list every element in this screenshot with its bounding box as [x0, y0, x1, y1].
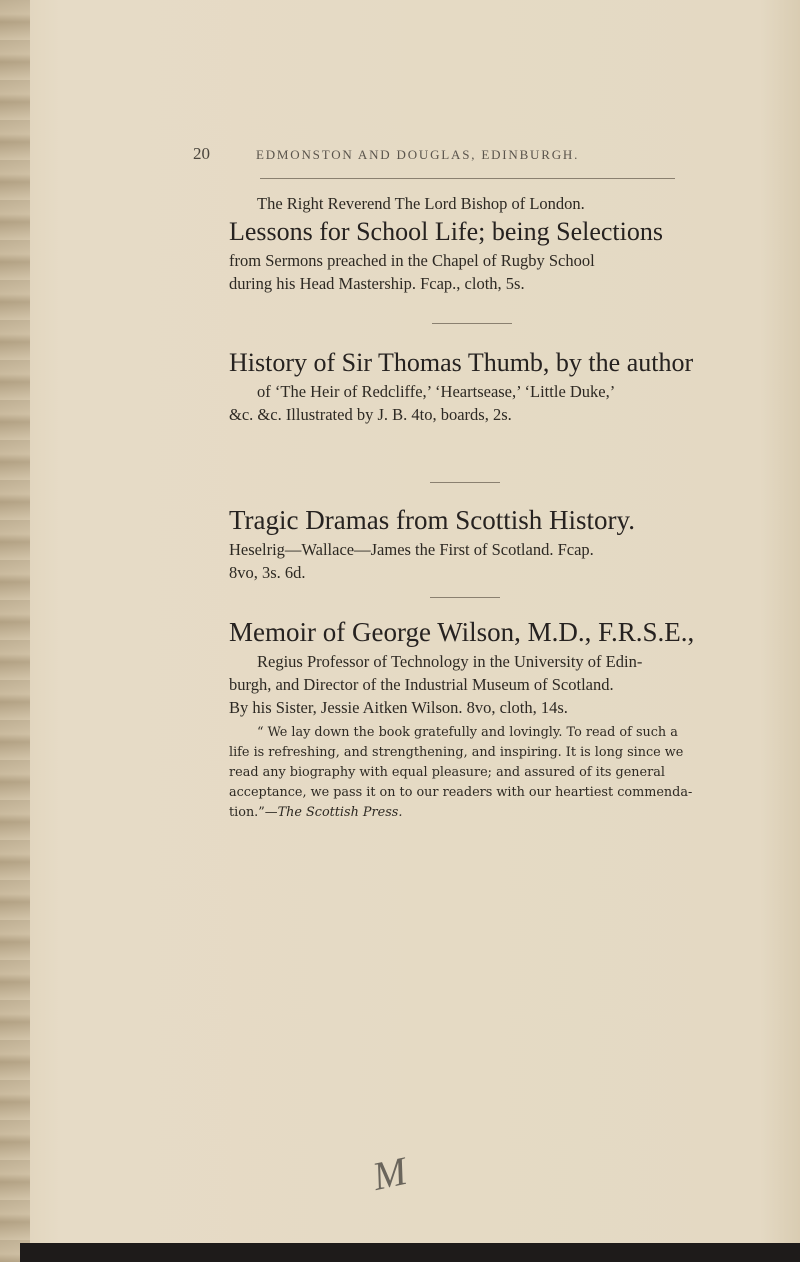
entry-title: Lessons for School Life; being Selections — [229, 217, 663, 246]
entry-author-line: The Right Reverend The Lord Bishop of London. — [257, 194, 585, 213]
handwritten-mark: M — [368, 1148, 411, 1199]
entry-line: of ‘The Heir of Redcliffe,’ ‘Heartsease,’ ‘Little Duke,’ — [257, 382, 616, 401]
entry-title: Tragic Dramas from Scottish History. — [229, 505, 635, 535]
page-number: 20 — [193, 144, 210, 163]
entry-line: during his Head Mastership. Fcap., cloth, 5s. — [229, 274, 525, 293]
entry-line: 8vo, 3s. 6d. — [229, 563, 306, 582]
entry-divider — [430, 597, 500, 598]
entry-divider — [432, 323, 512, 324]
entry-line: By his Sister, Jessie Aitken Wilson. 8vo, cloth, 14s. — [229, 698, 568, 717]
page-bottom-edge — [20, 1243, 800, 1262]
review-line: “ We lay down the book gratefully and lovingly. To read of such a — [257, 725, 678, 740]
review-line: acceptance, we pass it on to our readers with our heartiest commenda- — [229, 785, 693, 800]
entry-title: Memoir of George Wilson, M.D., F.R.S.E., — [229, 617, 695, 647]
review-source: The Scottish Press. — [277, 805, 403, 820]
entry-line: &c. &c. Illustrated by J. B. 4to, boards, 2s. — [229, 405, 512, 424]
header-rule — [260, 178, 675, 179]
review-line-last — [229, 805, 402, 820]
review-line: life is refreshing, and strengthening, and inspiring. It is long since we — [229, 745, 684, 760]
entry-line: from Sermons preached in the Chapel of Rugby School — [229, 251, 595, 270]
book-gutter — [0, 0, 30, 1262]
entry-divider — [430, 482, 500, 483]
entry-line: Heselrig—Wallace—James the First of Scotland. Fcap. — [229, 540, 594, 559]
running-head: EDMONSTON AND DOUGLAS, EDINBURGH. — [256, 147, 580, 162]
entry-line: Regius Professor of Technology in the University of Edin- — [257, 652, 643, 671]
page-header — [193, 144, 753, 168]
entry-line: burgh, and Director of the Industrial Museum of Scotland. — [229, 675, 614, 694]
review-end: tion.”— — [229, 805, 278, 820]
review-line: read any biography with equal pleasure; and assured of its general — [229, 765, 665, 780]
entry-title: History of Sir Thomas Thumb, by the author — [229, 348, 694, 377]
